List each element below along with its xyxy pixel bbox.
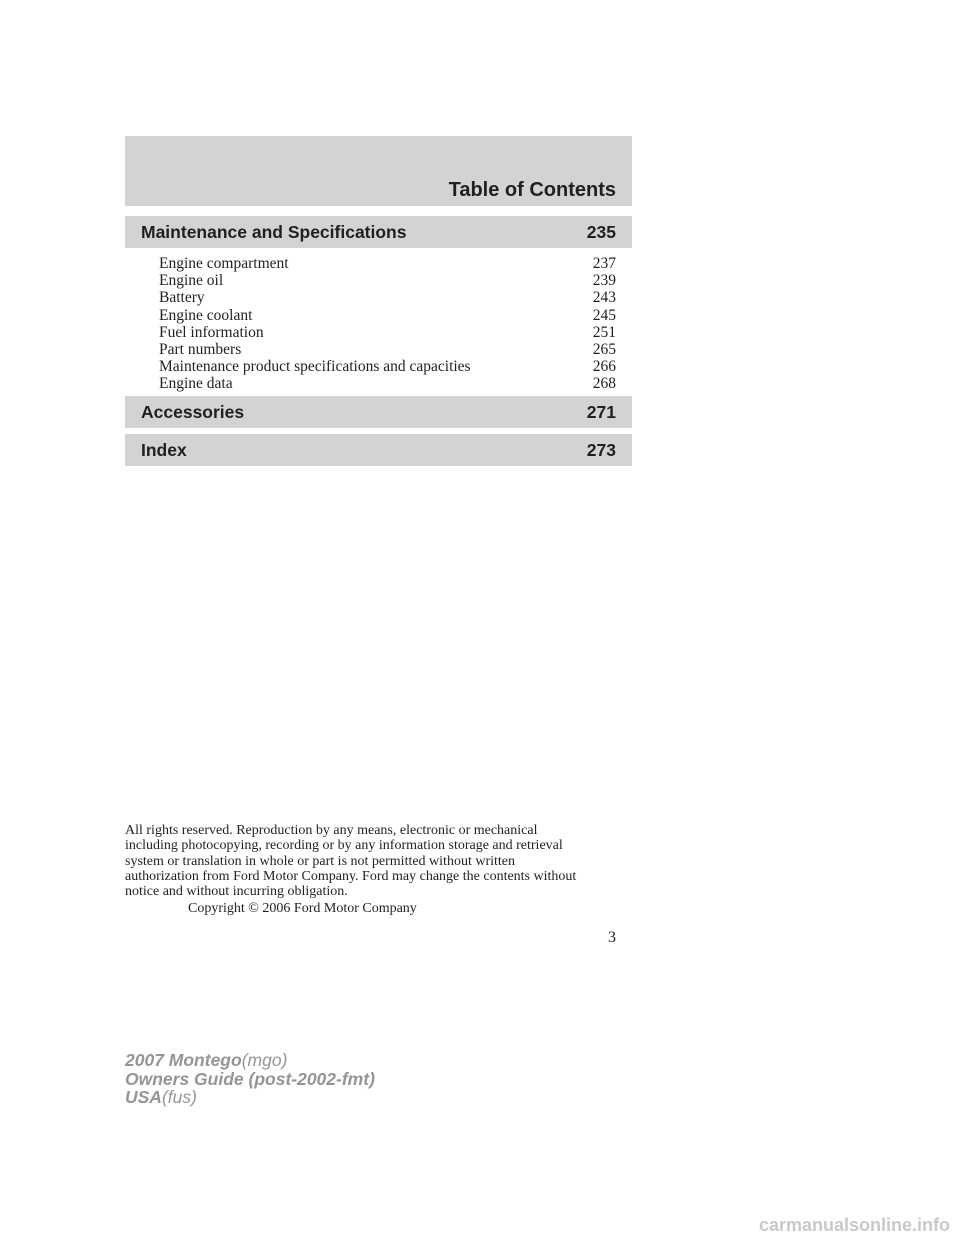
toc-entry-label: Engine data — [159, 375, 233, 393]
toc-entry-list — [159, 255, 616, 393]
toc-entry-page: 243 — [592, 289, 616, 307]
legal-notice — [125, 823, 635, 899]
toc-entry-page: 266 — [592, 358, 616, 376]
page-number: 3 — [608, 929, 616, 946]
document-footer — [125, 1051, 375, 1107]
toc-section-accessories[interactable] — [125, 396, 632, 428]
section-title: Index — [141, 440, 187, 460]
footer-line-model — [125, 1051, 375, 1070]
toc-entry-label: Engine compartment — [159, 255, 289, 272]
section-page-number: 273 — [586, 440, 616, 460]
footer-model-code: (mgo) — [241, 1050, 288, 1070]
footer-guide: Owners Guide (post-2002-fmt) — [125, 1068, 375, 1089]
toc-entry-page: 239 — [592, 272, 616, 290]
toc-entry-page: 265 — [592, 341, 616, 359]
toc-entry-page: 237 — [592, 255, 616, 272]
section-title: Accessories — [141, 402, 245, 422]
footer-region-code: (fus) — [161, 1087, 197, 1107]
legal-line: notice and without incurring obligation. — [125, 884, 348, 900]
toc-entry-label: Engine coolant — [159, 306, 253, 324]
toc-entry-page: 268 — [592, 375, 616, 393]
toc-entry-engine-data[interactable] — [159, 375, 616, 392]
toc-header-band — [125, 136, 632, 206]
toc-entry-battery[interactable] — [159, 289, 616, 306]
toc-entry-label: Fuel information — [159, 323, 264, 341]
watermark: carmanualsonline.info — [758, 1215, 950, 1235]
toc-entry-label: Maintenance product specifications and capacities — [159, 358, 471, 376]
toc-section-maintenance[interactable] — [125, 216, 632, 248]
section-page-number: 235 — [586, 222, 616, 242]
toc-entry-label: Engine oil — [159, 272, 224, 290]
page-title: Table of Contents — [448, 179, 616, 201]
copyright-notice: Copyright © 2006 Ford Motor Company — [188, 901, 417, 916]
legal-line: system or translation in whole or part is not permitted without written — [125, 853, 515, 869]
toc-entry-part-numbers[interactable] — [159, 341, 616, 358]
toc-entry-engine-coolant[interactable] — [159, 307, 616, 324]
toc-entry-engine-compartment[interactable] — [159, 255, 616, 272]
legal-line: including photocopying, recording or by any information storage and retrieval — [125, 838, 563, 854]
legal-line: authorization from Ford Motor Company. Ford may change the contents without — [125, 868, 577, 884]
toc-entry-maintenance-specs[interactable] — [159, 358, 616, 375]
toc-entry-engine-oil[interactable] — [159, 272, 616, 289]
toc-entry-label: Part numbers — [159, 341, 242, 359]
section-page-number: 271 — [586, 402, 616, 422]
toc-entry-label: Battery — [159, 289, 205, 307]
toc-entry-page: 251 — [592, 323, 616, 341]
legal-line: All rights reserved. Reproduction by any means, electronic or mechanical — [125, 823, 538, 838]
footer-line-region — [125, 1088, 375, 1107]
toc-entry-fuel-information[interactable] — [159, 324, 616, 341]
footer-model: 2007 Montego — [125, 1050, 242, 1070]
footer-line-guide — [125, 1070, 375, 1089]
section-title: Maintenance and Specifications — [141, 222, 407, 242]
toc-entry-page: 245 — [592, 306, 616, 324]
footer-region: USA — [125, 1087, 162, 1107]
toc-section-index[interactable] — [125, 434, 632, 466]
